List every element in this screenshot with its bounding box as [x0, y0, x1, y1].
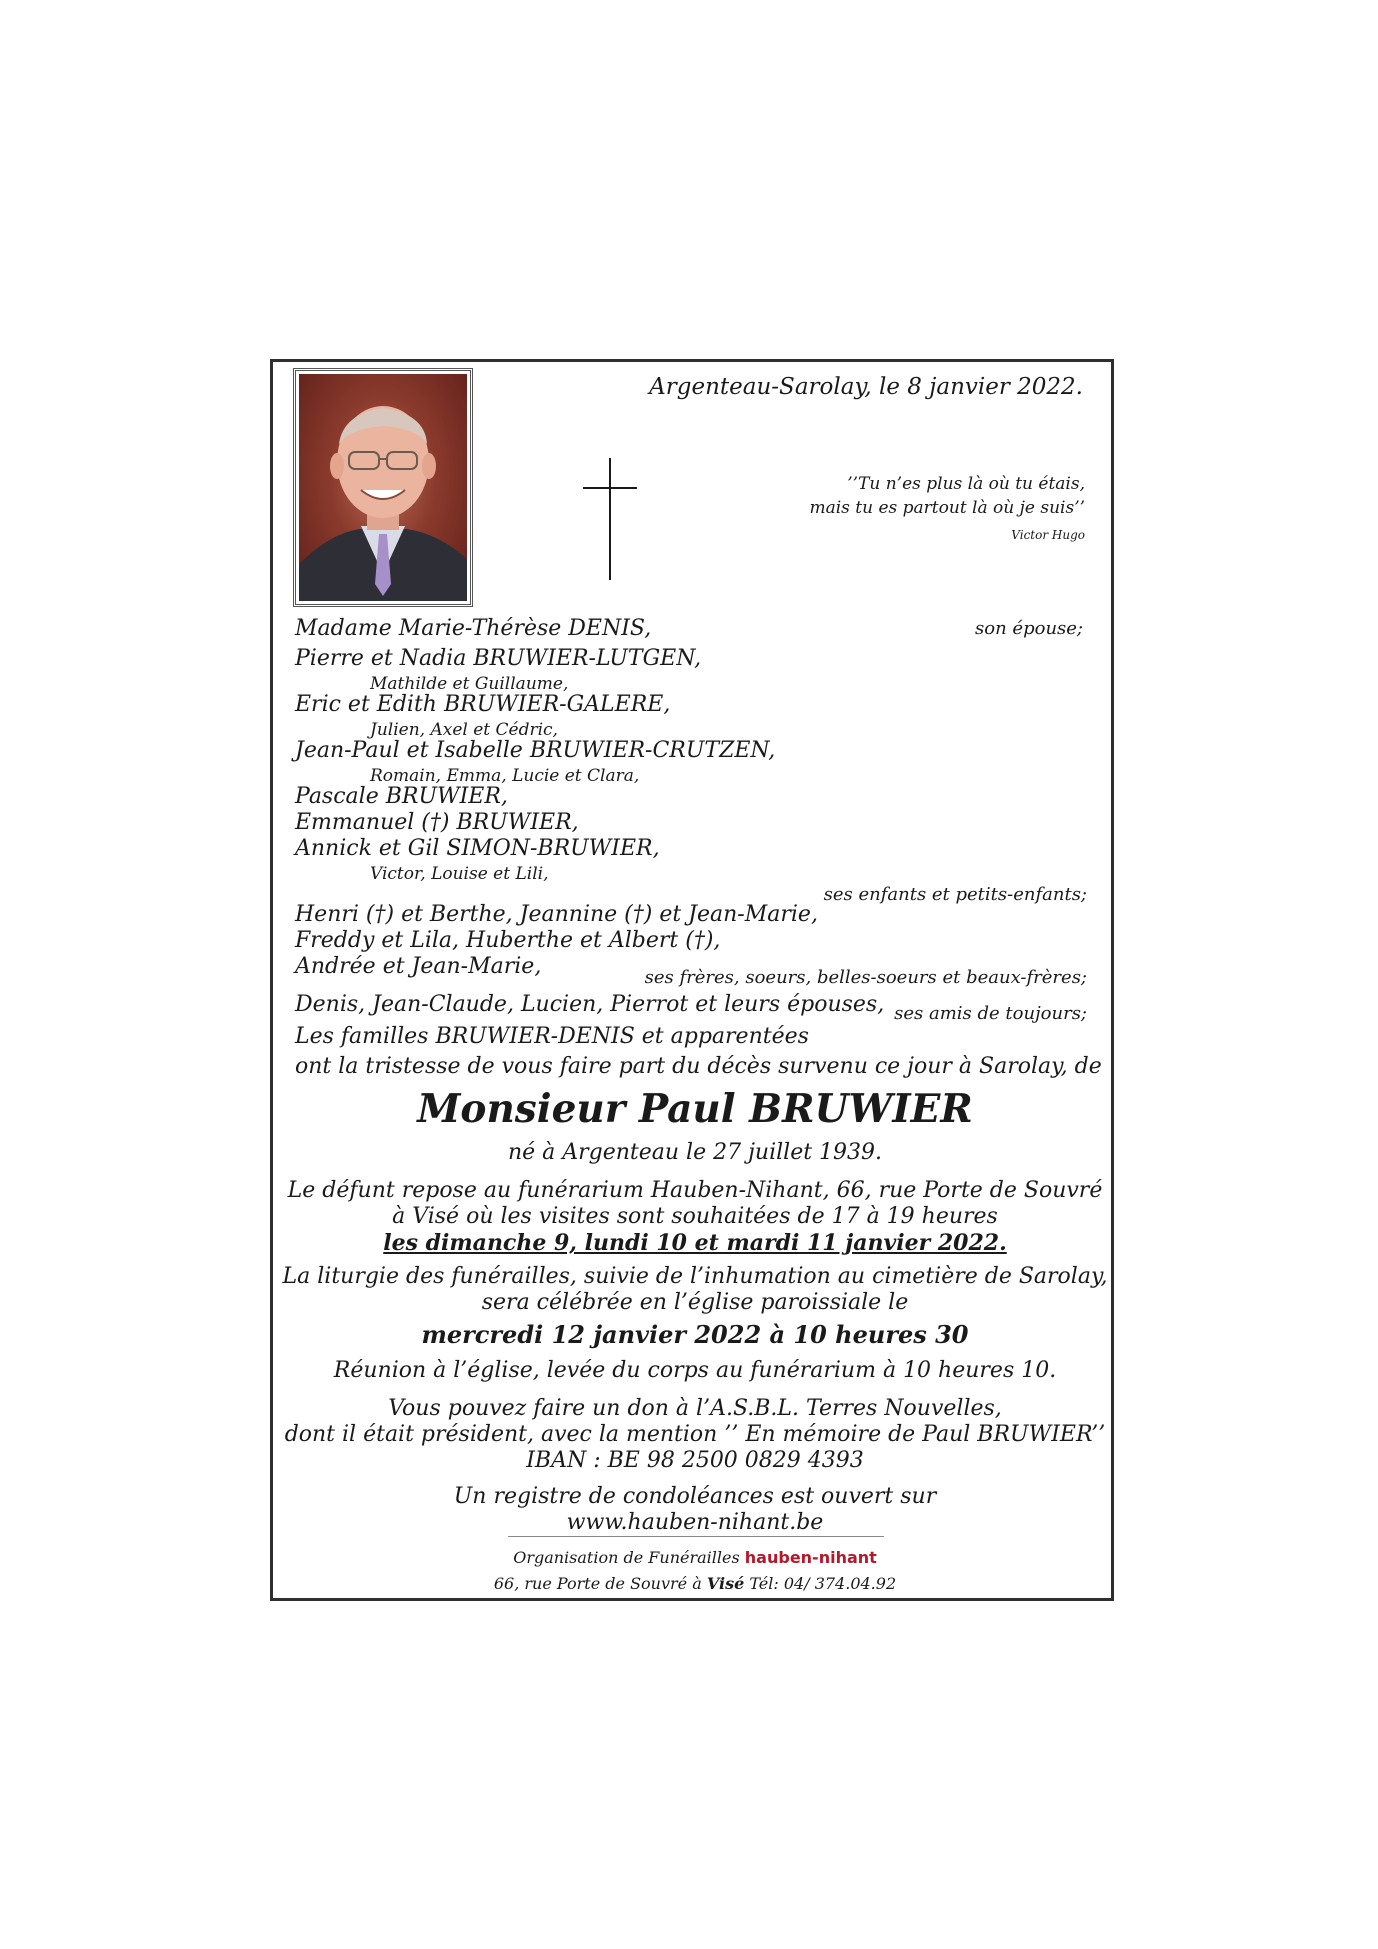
- portrait-photo: [299, 374, 467, 601]
- brand-logo: hauben-nihant: [744, 1548, 877, 1567]
- meeting-line: Réunion à l’église, levée du corps au funérarium à 10 heures 10.: [333, 1358, 1057, 1383]
- liturgy-line-2: sera célébrée en l’église paroissiale le: [481, 1290, 909, 1315]
- family-child-3: Jean-Paul et Isabelle BRUWIER-CRUTZEN,: [295, 738, 776, 763]
- register-line: Un registre de condoléances est ouvert sur: [453, 1484, 937, 1509]
- rest-line-2: à Visé où les visites sont souhaitées de 17 à 19 heures: [392, 1204, 998, 1229]
- children-relation: ses enfants et petits-enfants;: [823, 884, 1087, 905]
- quote: [809, 472, 1085, 520]
- siblings-line-2: Freddy et Lila, Huberthe et Albert (†),: [295, 928, 721, 953]
- iban-line: IBAN : BE 98 2500 0829 4393: [526, 1448, 864, 1473]
- footer-phone: Tél: 04/ 374.04.92: [749, 1574, 897, 1593]
- obituary-card: [270, 359, 1114, 1601]
- siblings-line-3: Andrée et Jean-Marie,: [295, 954, 542, 979]
- siblings-line-1: Henri (†) et Berthe, Jeannine (†) et Jean-Marie,: [295, 902, 818, 927]
- deceased-name: Monsieur Paul BRUWIER: [417, 1086, 973, 1132]
- family-child-1: Pierre et Nadia BRUWIER-LUTGEN,: [295, 646, 702, 671]
- announcement-line: ont la tristesse de vous faire part du décès survenu ce jour à Sarolay, de: [295, 1054, 1102, 1079]
- footer-city: Visé: [706, 1574, 745, 1593]
- family-child-6: Annick et Gil SIMON-BRUWIER,: [295, 836, 660, 861]
- donation-line-1: Vous pouvez faire un don à l’A.S.B.L. Terres Nouvelles,: [388, 1396, 1002, 1421]
- cross-icon: [581, 458, 639, 580]
- quote-line-2: mais tu es partout là où je suis’’: [809, 498, 1085, 518]
- family-child-5: Emmanuel (†) BRUWIER,: [295, 810, 579, 835]
- rest-line-1: Le défunt repose au funérarium Hauben-Nihant, 66, rue Porte de Souvré: [287, 1178, 1103, 1203]
- grandchildren-1: Mathilde et Guillaume,: [370, 674, 569, 694]
- family-child-2: Eric et Edith BRUWIER-GALERE,: [295, 692, 671, 717]
- donation-line-2: dont il était président, avec la mention ’’ En mémoire de Paul BRUWIER’’: [284, 1422, 1106, 1447]
- siblings-relation: ses frères, soeurs, belles-soeurs et beaux-frères;: [644, 967, 1087, 988]
- friends-line: Denis, Jean-Claude, Lucien, Pierrot et leurs épouses,: [295, 992, 885, 1017]
- quote-author: Victor Hugo: [1011, 528, 1085, 542]
- date-line: Argenteau-Sarolay, le 8 janvier 2022.: [649, 374, 1083, 400]
- footer-organisation: [273, 1548, 1117, 1567]
- quote-line-1: ’’Tu n’es plus là où tu étais,: [847, 474, 1085, 494]
- footer-address-prefix: 66, rue Porte de Souvré à: [493, 1574, 702, 1593]
- liturgy-line-1: La liturgie des funérailles, suivie de l’inhumation au cimetière de Sarolay,: [282, 1264, 1108, 1289]
- families-line: Les familles BRUWIER-DENIS et apparentées: [295, 1024, 809, 1049]
- portrait-frame: [293, 368, 473, 607]
- footer-separator: [508, 1536, 884, 1537]
- grandchildren-3: Romain, Emma, Lucie et Clara,: [370, 766, 640, 786]
- grandchildren-2: Julien, Axel et Cédric,: [370, 720, 558, 740]
- spouse-name: Madame Marie-Thérèse DENIS,: [295, 616, 652, 641]
- footer-org-label: Organisation de Funérailles: [513, 1548, 740, 1567]
- grandchildren-4: Victor, Louise et Lili,: [370, 864, 549, 884]
- website-link[interactable]: www.hauben-nihant.be: [566, 1510, 824, 1535]
- visit-dates: les dimanche 9, lundi 10 et mardi 11 janvier 2022.: [383, 1230, 1007, 1256]
- spouse-relation: son épouse;: [975, 618, 1083, 639]
- footer-address: [273, 1574, 1117, 1593]
- ceremony-datetime: mercredi 12 janvier 2022 à 10 heures 30: [421, 1320, 969, 1349]
- birth-line: né à Argenteau le 27 juillet 1939.: [507, 1140, 883, 1165]
- family-child-4: Pascale BRUWIER,: [295, 784, 508, 809]
- friends-relation: ses amis de toujours;: [894, 1003, 1087, 1024]
